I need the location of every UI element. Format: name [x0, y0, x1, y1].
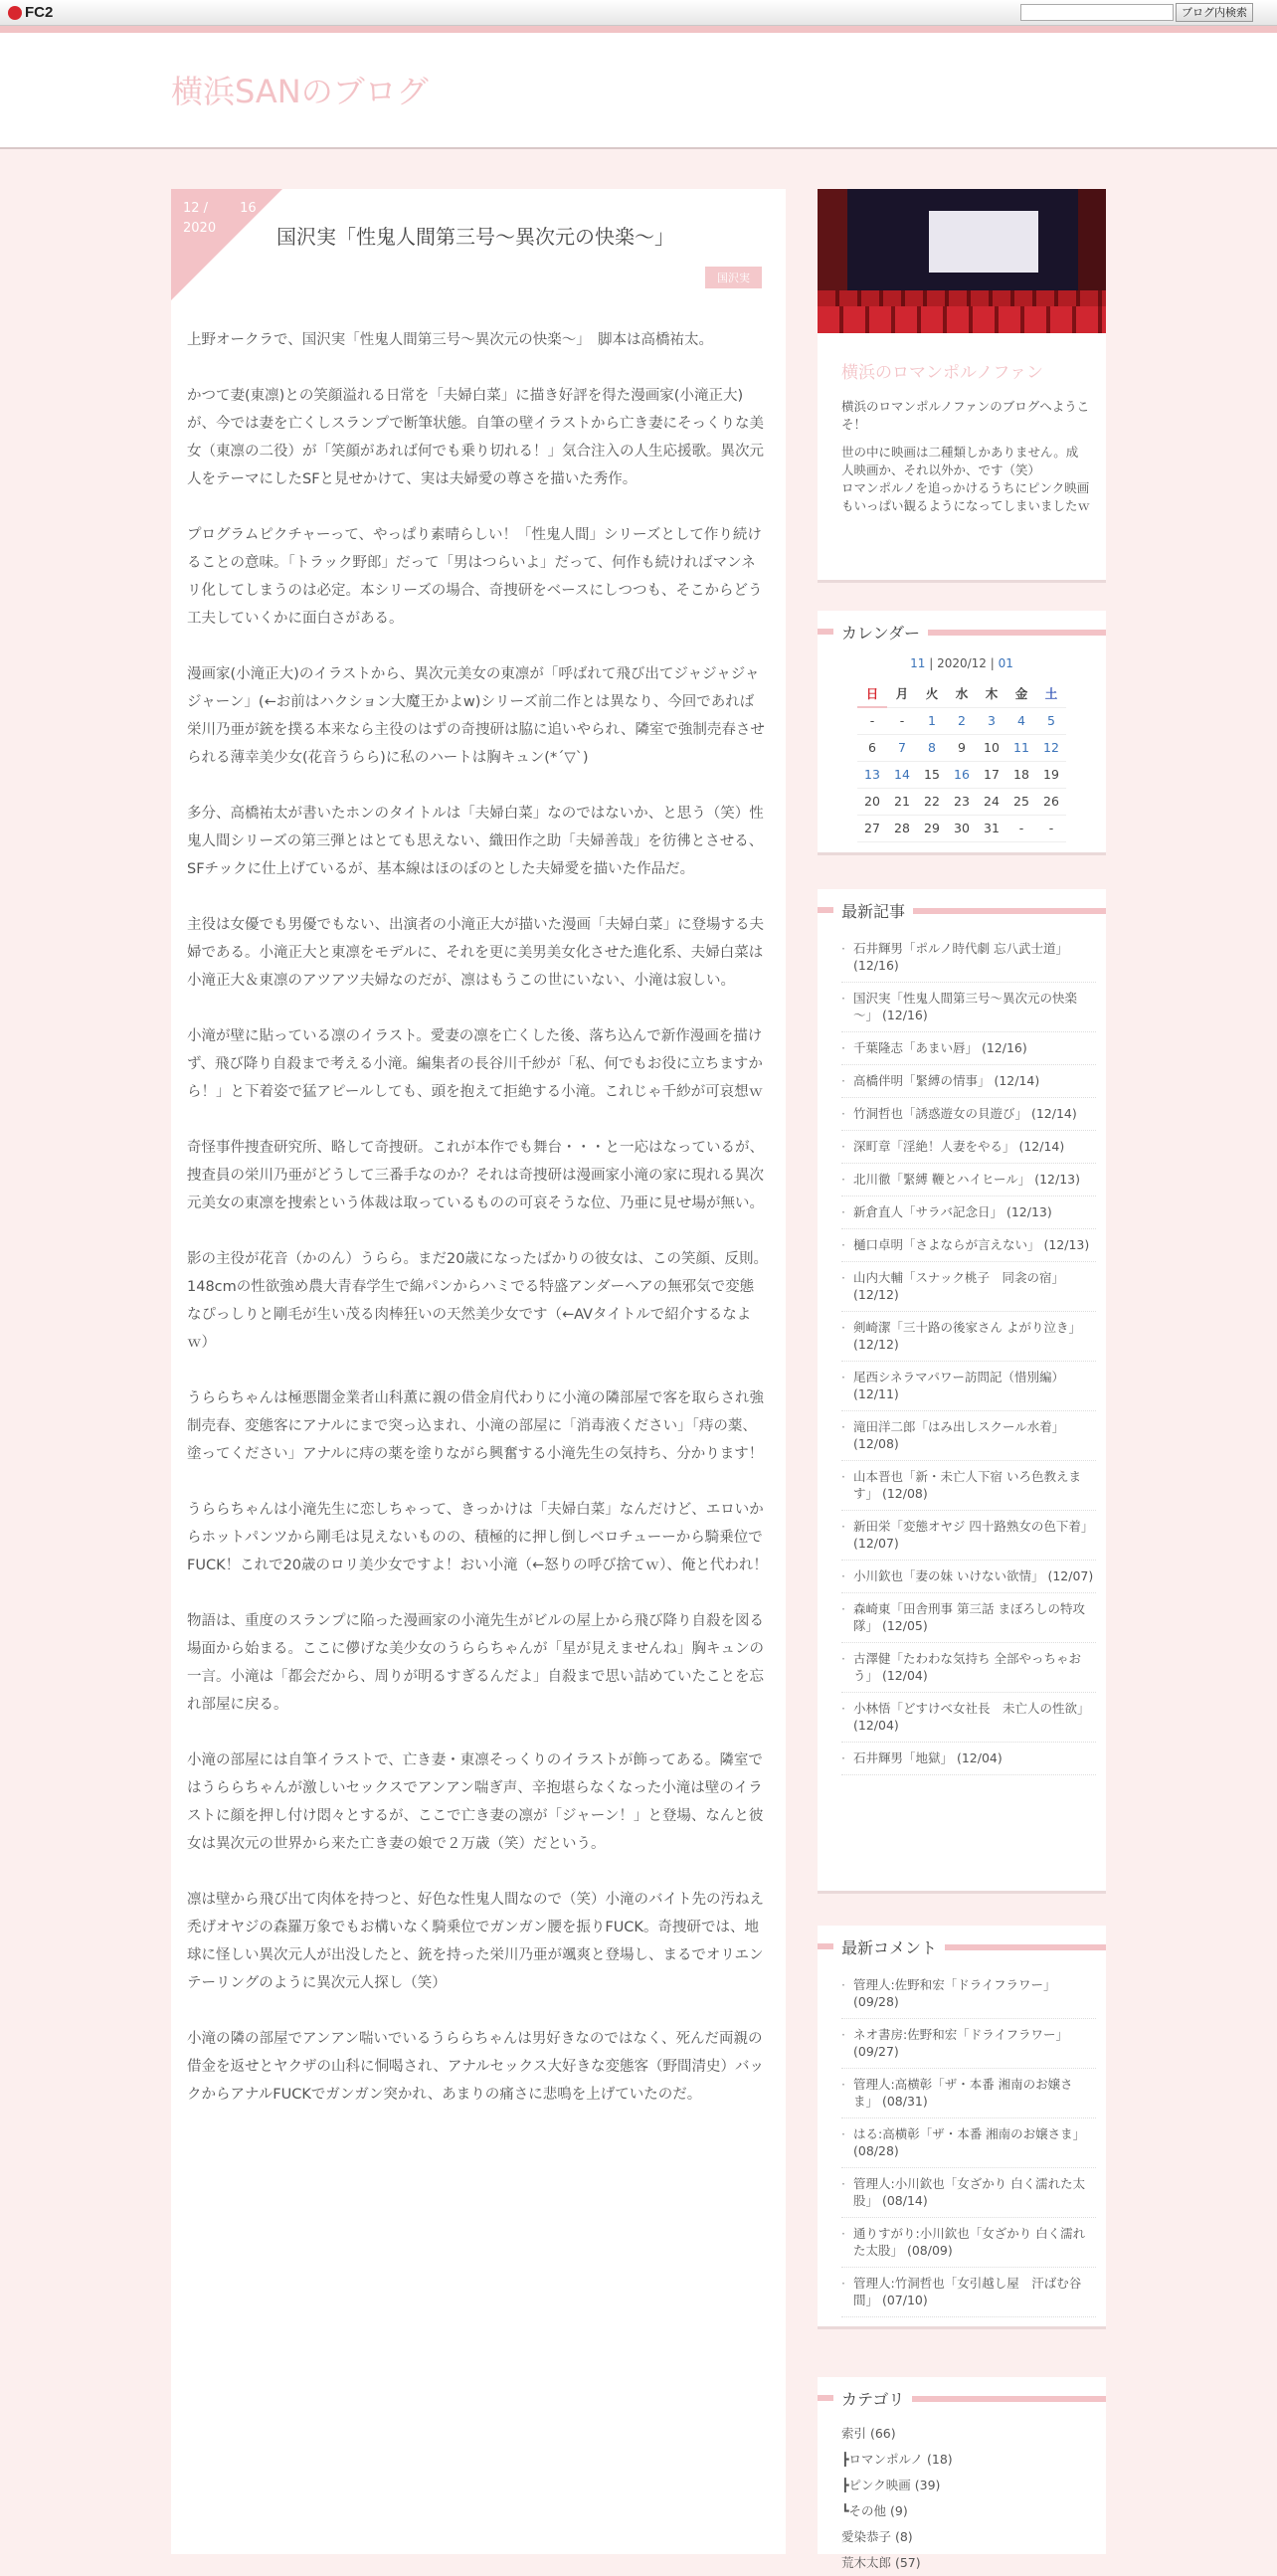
recent-entry-link[interactable]: 新田栄「変態オヤジ 四十路熟女の色下着」 (12/07)	[853, 1519, 1100, 1551]
recent-entry-link[interactable]: 古澤健「たわわな気持ち 全部やっちゃおう」 (12/04)	[853, 1651, 1081, 1683]
list-item	[841, 1164, 1096, 1196]
entry-paragraph: 主役は女優でも男優でもない、出演者の小滝正大が描いた漫画「夫婦白菜」に登場する夫婦である。小滝正大と東凛をモデルに、それを更に美男美女化させた進化系、夫婦白菜は小滝正大＆東凛のアツアツ夫婦なのだが、凛はもうこの世にいない、小滝は寂しい。	[187, 917, 764, 989]
recent-comment-link[interactable]: 管理人:小川欽也「女ざかり 白く濡れた太股」 (08/14)	[853, 2176, 1086, 2208]
day-cell: -	[887, 707, 917, 734]
entry-paragraph: 物語は、重度のスランプに陥った漫画家の小滝先生がビルの屋上から飛び降り自殺を図る場面から始まる。ここに儚げな美少女のうららちゃんが「星が見えませんね」胸キュンの一言。小滝は「都会だから、周りが明るすぎるんだよ」自殺まで思い詰めていたことを忘れ部屋に戻る。	[187, 1613, 764, 1713]
entry-category-badge[interactable]: 国沢実	[705, 267, 762, 288]
entry-paragraph: 凛は壁から飛び出て肉体を持つと、好色な性鬼人間なので（笑）小滝のバイト先の汚ねえ禿げオヤジの森羅万象でもお構いなく騎乗位でガンガン腰を振りFUCK。奇捜研では、地球に怪しい異次元人が出没したと、銃を持った栄川乃亜が颯爽と登場し、まるでオリエンテーリングのように異次元人探し（笑）	[187, 1892, 764, 1991]
weekday-cell: 土	[1036, 680, 1066, 707]
recent-entry-link[interactable]: 石井輝男「地獄」 (12/04)	[853, 1750, 1003, 1765]
list-item	[841, 1098, 1096, 1131]
recent-comment-link[interactable]: はる:高横彰「ザ・本番 湘南のお嬢さま」 (08/28)	[853, 2126, 1086, 2158]
calendar-sep: |	[929, 656, 934, 670]
list-item	[841, 1593, 1096, 1643]
category-link[interactable]: ┣ロマンポルノ (18)	[841, 2452, 953, 2467]
categories-widget	[818, 2377, 1106, 2570]
list-item	[841, 1561, 1096, 1593]
day-cell: 21	[887, 788, 917, 815]
calendar-weekday-row	[857, 680, 1066, 707]
weekday-cell: 水	[947, 680, 977, 707]
recent-comment-link[interactable]: ネオ書房:佐野和宏「ドライフラワー」 (09/27)	[853, 2027, 1068, 2059]
calendar-week-row	[857, 707, 1066, 734]
list-item	[841, 1196, 1096, 1229]
recent-comments-list	[841, 1969, 1096, 2317]
entry-paragraph: 上野オークラで、国沢実「性鬼人間第三号～異次元の快楽～」 脚本は高橋祐太。	[187, 332, 713, 348]
theater-seats-front	[818, 306, 1106, 333]
recent-comments-heading	[841, 1935, 1106, 1958]
day-cell: 27	[857, 815, 887, 841]
day-cell: 30	[947, 815, 977, 841]
recent-comments-heading-text: 最新コメント	[841, 1938, 938, 1957]
widget-bottom-border	[818, 580, 1106, 583]
profile-widget	[818, 189, 1106, 583]
day-cell: 28	[887, 815, 917, 841]
entry-paragraph: 小滝の隣の部屋でアンアン喘いでいるうららちゃんは男好きなのではなく、死んだ両親の借金を返せとヤクザの山科に恫喝され、アナルセックス大好きな変態客（野間清史）バックからアナルFUCKでガンガン突かれ、あまりの痛さに悲鳴を上げていたのだ。	[187, 2031, 764, 2103]
calendar-table	[857, 680, 1066, 842]
day-cell[interactable]: 13	[857, 761, 887, 788]
day-cell: 29	[917, 815, 947, 841]
day-cell[interactable]: 5	[1036, 707, 1066, 734]
recent-entry-link[interactable]: 小林悟「どすけべ女社長 未亡人の性欲」 (12/04)	[853, 1701, 1090, 1733]
widget-bottom-border	[818, 1891, 1106, 1894]
calendar-prev-link[interactable]: 11	[910, 656, 926, 670]
recent-comment-link[interactable]: 管理人:高横彰「ザ・本番 湘南のお嬢さま」 (08/31)	[853, 2077, 1073, 2109]
list-item	[841, 1511, 1100, 1561]
day-cell[interactable]: 8	[917, 734, 947, 761]
day-cell: 15	[917, 761, 947, 788]
list-item	[841, 1065, 1096, 1098]
entry-date	[183, 199, 257, 239]
list-item	[841, 2019, 1096, 2069]
day-cell: 19	[1036, 761, 1066, 788]
list-item	[841, 933, 1096, 983]
entry-paragraph: 影の主役が花音（かのん）うらら。まだ20歳になったばかりの彼女は、この笑顔、反則。148cmの性欲強め農大青春学生で綿パンからハミでる特盛アンダーヘアの無邪気で変態なぴっしりと剛毛が生い茂る肉棒狂いの天然美少女です（←AVタイトルで紹介するなよｗ）	[187, 1251, 768, 1351]
recent-entries-heading-text: 最新記事	[841, 902, 906, 921]
entry-article	[171, 189, 786, 2554]
recent-entry-link[interactable]: 森崎東「田舎刑事 第三話 まぼろしの特攻隊」 (12/05)	[853, 1601, 1085, 1633]
recent-entry-link[interactable]: 石井輝男「ポルノ時代劇 忘八武士道」 (12/16)	[853, 941, 1068, 973]
recent-entry-link[interactable]: 滝田洋二郎「はみ出しスクール水着」 (12/08)	[853, 1419, 1065, 1451]
profile-text-line: 世の中に映画は二種類しかありません。成人映画か、それ以外か、です（笑）	[841, 445, 1079, 477]
day-cell: 25	[1006, 788, 1036, 815]
list-item	[841, 1229, 1096, 1262]
calendar-next-link[interactable]: 01	[998, 656, 1013, 670]
day-cell[interactable]: 14	[887, 761, 917, 788]
recent-entry-link[interactable]: 竹洞哲也「誘惑遊女の貝遊び」 (12/14)	[853, 1106, 1077, 1121]
recent-comment-link[interactable]: 通りすがり:小川欽也「女ざかり 白く濡れた太股」 (08/09)	[853, 2226, 1086, 2258]
list-item	[841, 1131, 1096, 1164]
entry-title[interactable]: 国沢実「性鬼人間第三号～異次元の快楽～」	[276, 225, 674, 249]
entry-paragraph: 漫画家(小滝正大)のイラストから、異次元美女の東凛が「呼ばれて飛び出てジャジャジャジャーン」(←お前はハクション大魔王かよw)シリーズ前二作とは異なり、今回であれば栄川乃亜が銃を撲る本来なら主役のはずの奇捜研は脇に追いやられ、隣室で強制売春させられる薄幸美少女(花音うらら)に私のハートは胸キュン(*´▽`)	[187, 666, 765, 766]
day-cell: 6	[857, 734, 887, 761]
weekday-cell: 月	[887, 680, 917, 707]
recent-entry-link[interactable]: 剣崎潔「三十路の後家さん よがり泣き」 (12/12)	[853, 1320, 1081, 1352]
entry-date-month: 12 /	[183, 201, 209, 216]
day-cell: 20	[857, 788, 887, 815]
list-item	[841, 2218, 1096, 2268]
calendar-week-row	[857, 788, 1066, 815]
recent-comment-link[interactable]: 管理人:竹洞哲也「女引越し屋 汗ばむ谷間」 (07/10)	[853, 2276, 1082, 2307]
day-cell[interactable]: 7	[887, 734, 917, 761]
list-item	[841, 1693, 1096, 1743]
profile-text-line: 横浜のロマンポルノファンのブログへようこそ！	[841, 399, 1090, 432]
fc2-toolbar	[0, 0, 1277, 26]
fc2-logo-icon	[8, 6, 22, 20]
recent-entry-link[interactable]: 尾西シネラマパワー訪問記（惜別編） (12/11)	[853, 1370, 1065, 1401]
list-item	[841, 2118, 1096, 2168]
theater-screen	[929, 211, 1038, 273]
weekday-cell: 木	[977, 680, 1006, 707]
entry-paragraph: 多分、高橋祐太が書いたホンのタイトルは「夫婦白菜」なのではないか、と思う（笑）性鬼人間シリーズの第三弾とはとても思えない、織田作之助「夫婦善哉」を彷彿とさせる、SFチックに仕上げているが、基本線はほのぼのとした夫婦愛を描いた作品だ。	[187, 806, 764, 877]
list-item	[841, 1312, 1096, 1362]
day-cell: 18	[1006, 761, 1036, 788]
list-item	[841, 1969, 1096, 2019]
list-item	[841, 1362, 1096, 1411]
calendar-widget	[818, 611, 1106, 855]
entry-paragraph: プログラムピクチャーって、やっぱり素晴らしい！「性鬼人間」シリーズとして作り続けることの意味。「トラック野郎」だって「男はつらいよ」だって、何作も続ければマンネリ化してしまうのは必定。本シリーズの場合、奇捜研をベースにしつつも、そこからどう工夫していくかに面白さがある。	[187, 527, 763, 627]
entry-paragraph: 奇怪事件捜査研究所、略して奇捜研。これが本作でも舞台・・・と一応はなっているが、捜査員の栄川乃亜がどうして三番手なのか？それは奇捜研は漫画家小滝の家に現れる異次元美女の東凛を捜索という体裁は取っているものの可哀そうな位、乃亜に見せ場が無い。	[187, 1140, 764, 1211]
calendar-week-row	[857, 815, 1066, 841]
blog-search-button[interactable]: ブログ内検索	[1176, 3, 1253, 22]
recent-entry-link[interactable]: 新倉直人「サラバ記念日」 (12/13)	[853, 1204, 1052, 1219]
fc2-logo[interactable]: FC2	[8, 4, 53, 21]
list-item	[841, 2168, 1096, 2218]
calendar-heading	[841, 621, 1106, 644]
recent-entries-widget	[818, 889, 1106, 1894]
profile-text	[841, 398, 1090, 525]
recent-entry-link[interactable]: 千葉隆志「あまい唇」 (12/16)	[853, 1040, 1027, 1055]
recent-comments-widget	[818, 1926, 1106, 2329]
recent-entry-link[interactable]: 北川徹「緊縛 鞭とハイヒール」 (12/13)	[853, 1172, 1080, 1187]
list-item	[841, 1461, 1096, 1511]
recent-entry-link[interactable]: 高橋伴明「緊縛の情事」 (12/14)	[853, 1073, 1040, 1088]
list-item	[841, 1643, 1096, 1693]
day-cell[interactable]: 3	[977, 707, 1006, 734]
entry-paragraph: うららちゃんは極悪闇金業者山科薫に親の借金肩代わりに小滝の隣部屋で客を取らされ強制売春、変態客にアナルにまで突っ込まれ、小滝の部屋に「消毒液ください」「痔の薬、塗ってください」アナルに痔の薬を塗りながら興奮する小滝先生の気持ち、分かります！	[187, 1390, 764, 1462]
header-stripe	[0, 26, 1277, 33]
day-cell: -	[857, 707, 887, 734]
recent-entry-link[interactable]: 山本晋也「新・未亡人下宿 いろ色教えます」 (12/08)	[853, 1469, 1081, 1501]
day-cell[interactable]: 1	[917, 707, 947, 734]
category-link[interactable]: 愛染恭子 (8)	[841, 2529, 913, 2544]
list-item	[841, 1032, 1096, 1065]
weekday-cell: 金	[1006, 680, 1036, 707]
day-cell: 23	[947, 788, 977, 815]
list-item	[841, 1743, 1096, 1775]
categories-heading	[841, 2387, 1106, 2410]
recent-entry-link[interactable]: 深町章「淫絶！人妻をやる」 (12/14)	[853, 1139, 1065, 1154]
entry-date-year: 2020	[183, 221, 217, 236]
day-cell: 26	[1036, 788, 1066, 815]
day-cell: 22	[917, 788, 947, 815]
blog-search-input[interactable]	[1020, 4, 1174, 21]
recent-entry-link[interactable]: 国沢実「性鬼人間第三号～異次元の快楽～」 (12/16)	[853, 991, 1078, 1022]
calendar-nav	[818, 656, 1106, 670]
day-cell[interactable]: 2	[947, 707, 977, 734]
entry-paragraph: 小滝が壁に貼っている凛のイラスト。愛妻の凛を亡くした後、落ち込んで新作漫画を描けず、飛び降り自殺まで考える小滝。編集者の長谷川千紗が「私、何でもお役に立ちますから！」と下着姿で猛アピールしても、頭を抱えて拒絶する小滝。これじゃ千紗が可哀想ｗ	[187, 1028, 764, 1100]
day-cell: -	[1006, 815, 1036, 841]
recent-entries-heading	[841, 899, 1106, 922]
day-cell: -	[1036, 815, 1066, 841]
calendar-sep: |	[990, 656, 995, 670]
calendar-current-month: 2020/12	[937, 656, 987, 670]
category-link[interactable]: 荒木太郎 (57)	[841, 2555, 921, 2570]
day-cell: 9	[947, 734, 977, 761]
day-cell: 24	[977, 788, 1006, 815]
entry-paragraph: 小滝の部屋には自筆イラストで、亡き妻・東凛そっくりのイラストが飾ってある。隣室ではうららちゃんが激しいセックスでアンアン喘ぎ声、辛抱堪らなくなった小滝は壁のイラストに顔を押し付け悶々とするが、ここで亡き妻の凛が「ジャーン！」と登場、なんと彼女は異次元の世界から来た亡き妻の娘で２万歳（笑）だという。	[187, 1752, 764, 1852]
recent-entry-link[interactable]: 樋口卓明「さよならが言えない」 (12/13)	[853, 1237, 1090, 1252]
list-item	[841, 1262, 1096, 1312]
entry-body	[187, 326, 768, 2136]
blog-header	[0, 33, 1277, 149]
weekday-cell: 火	[917, 680, 947, 707]
recent-comment-link[interactable]: 管理人:佐野和宏「ドライフラワー」 (09/28)	[853, 1977, 1056, 2009]
calendar-week-row	[857, 761, 1066, 788]
profile-image	[818, 189, 1106, 333]
widget-bottom-border	[818, 852, 1106, 855]
profile-text-line: ロマンポルノを追っかけるうちにピンク映画もいっぱい観るようになってしまいましたｗ	[841, 480, 1091, 513]
list-item	[841, 2069, 1096, 2118]
calendar-heading-text: カレンダー	[841, 624, 920, 643]
category-link[interactable]: 索引 (66)	[841, 2426, 896, 2441]
category-link[interactable]: ┣ピンク映画 (39)	[841, 2478, 941, 2492]
entry-paragraph: かつて妻(東凛)との笑顔溢れる日常を「夫婦白菜」に描き好評を得た漫画家(小滝正大)が、今では妻を亡くしスランプで断筆状態。自筆の壁イラストから亡き妻にそっくりな美女（東凛の二役）が「笑顔があれば何でも乗り切れる！」気合注入の人生応援歌。異次元人をテーマにしたSFと見せかけて、実は夫婦愛の尊さを描いた秀作。	[187, 388, 764, 487]
widget-bottom-border	[818, 2326, 1106, 2329]
categories-list	[841, 2421, 1096, 2576]
day-cell[interactable]: 12	[1036, 734, 1066, 761]
entry-date-day: 16	[240, 201, 257, 216]
recent-entry-link[interactable]: 小川欽也「妻の妹 いけない欲情」 (12/07)	[853, 1568, 1094, 1583]
recent-entry-link[interactable]: 山内大輔「スナック桃子 同衾の宿」 (12/12)	[853, 1270, 1065, 1302]
categories-heading-text: カテゴリ	[841, 2390, 905, 2409]
day-cell: 17	[977, 761, 1006, 788]
blog-title[interactable]: 横浜SANのブログ	[171, 73, 429, 110]
list-item	[841, 1411, 1096, 1461]
entry-paragraph: うららちゃんは小滝先生に恋しちゃって、きっかけは「夫婦白菜」なんだけど、エロいからホットパンツから剛毛は見えないものの、積極的に押し倒しベロチューーから騎乗位でFUCK！これで20歳のロリ美少女ですよ！おい小滝（←怒りの呼び捨てｗ）、俺と代われ！	[187, 1502, 768, 1573]
weekday-cell: 日	[857, 680, 887, 707]
day-cell[interactable]: 16	[947, 761, 977, 788]
recent-entries-list	[841, 933, 1100, 1775]
day-cell: 31	[977, 815, 1006, 841]
day-cell: 10	[977, 734, 1006, 761]
day-cell[interactable]: 11	[1006, 734, 1036, 761]
profile-name[interactable]: 横浜のロマンポルノファン	[841, 363, 1043, 383]
calendar-week-row	[857, 734, 1066, 761]
list-item	[841, 2268, 1096, 2317]
category-link[interactable]: ┗その他 (9)	[841, 2503, 908, 2518]
day-cell[interactable]: 4	[1006, 707, 1036, 734]
list-item	[841, 983, 1096, 1032]
